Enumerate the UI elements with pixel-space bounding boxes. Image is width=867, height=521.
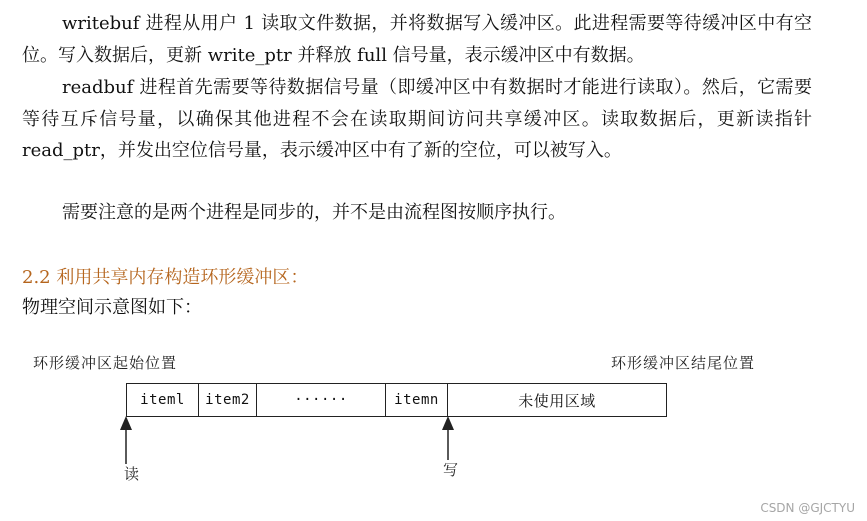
ring-buffer-diagram <box>126 383 667 417</box>
buffer-cell-unused: 未使用区域 <box>518 391 596 410</box>
read-pointer-label: 读 <box>124 465 140 483</box>
watermark: CSDN @GJCTYU <box>760 501 855 515</box>
buffer-cell-ellipsis: ······ <box>257 384 386 416</box>
section-intro: 物理空间示意图如下： <box>22 297 202 318</box>
buffer-start-label: 环形缓冲区起始位置 <box>33 354 178 372</box>
paragraph-writebuf: writebuf 进程从用户 1 读取文件数据，并将数据写入缓冲区。此进程需要等待缓冲区中有空位。写入数据后，更新 write_ptr 并释放 full 信号量，表示缓冲区中有数据。 <box>22 13 812 66</box>
paragraph-sync-note: 需要注意的是两个进程是同步的，并不是由流程图按顺序执行。 <box>62 202 566 223</box>
paragraph-readbuf: readbuf 进程首先需要等待数据信号量（即缓冲区中有数据时才能进行读取）。然后，它需要等待互斥信号量，以确保其他进程不会在读取期间访问共享缓冲区。读取数据后，更新读指针 read_ptr，并发出空位信号量，表示缓冲区中有了新的空位，可以被写入。 <box>22 77 812 161</box>
buffer-cell-item1: iteml <box>127 384 199 416</box>
write-pointer-up-arrow-icon <box>440 416 456 464</box>
buffer-cell-item2: item2 <box>199 384 257 416</box>
read-pointer-up-arrow-icon <box>118 416 134 464</box>
write-pointer-label: 写 <box>443 461 459 479</box>
section-heading: 2.2 利用共享内存构造环形缓冲区： <box>22 267 309 288</box>
buffer-end-label: 环形缓冲区结尾位置 <box>611 354 756 372</box>
buffer-cell-itemn: itemn <box>386 384 448 416</box>
